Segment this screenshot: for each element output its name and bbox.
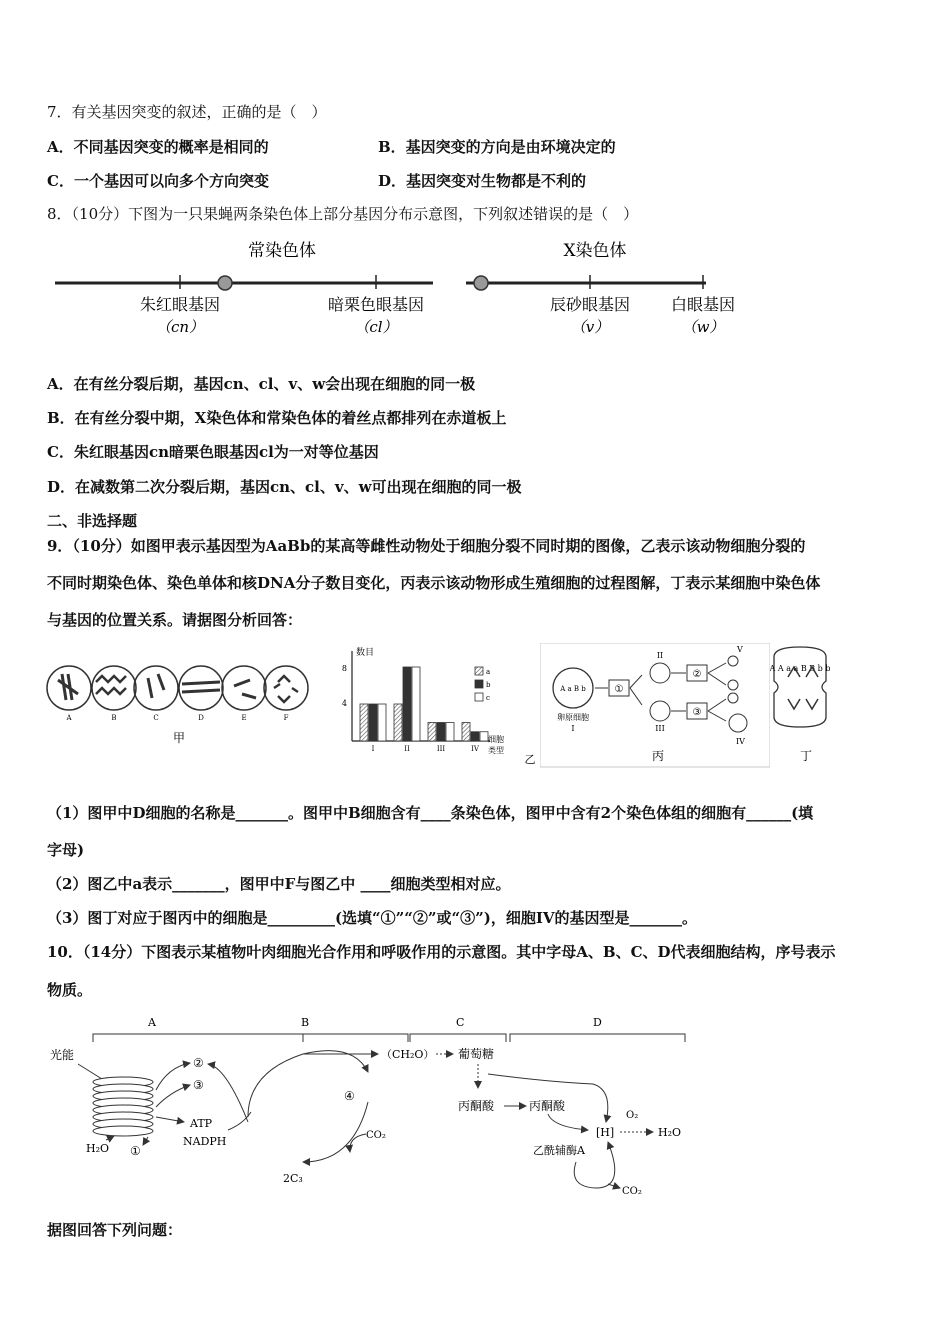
bar-b-IV (471, 732, 479, 741)
gene-w-label: 白眼基因 (670, 295, 736, 314)
cell-b (92, 666, 136, 710)
label-a: A (148, 1016, 156, 1029)
cell-iii (650, 701, 670, 721)
acetyl-coa-label: 乙酰辅酶A (533, 1144, 585, 1157)
cell-iii-label: III (655, 724, 665, 733)
yi-category-I: I (371, 745, 375, 753)
q7-stem: 7．有关基因突变的叙述，正确的是（ ） (47, 103, 327, 121)
cell-f (264, 666, 308, 710)
cell-label-f: F (283, 714, 289, 722)
q10-stem-line1: 10．（14分）下图表示某植物叶肉细胞光合作用和呼吸作用的示意图。其中字母A、B、C、D代表细胞结构，序号表示 (47, 943, 836, 961)
oogonium-genes: A a B b (560, 685, 586, 693)
q7-option-d[interactable]: D．基因突变对生物都是不利的 (378, 172, 587, 190)
pyruvate-1-label: 丙酮酸 (458, 1099, 495, 1113)
bar-a-III (428, 723, 436, 742)
q10-photosynthesis-figure (48, 1012, 698, 1202)
bracket-d (510, 1034, 685, 1042)
process-3: ③ (692, 707, 702, 718)
q10-stem-line2: 物质。 (47, 981, 93, 999)
bracket-a (93, 1034, 303, 1042)
closing-line: 据图回答下列问题： (47, 1221, 183, 1239)
cell-ii (650, 663, 670, 683)
cell-v-label: V (737, 645, 743, 654)
q8-stem: 8．（10分）下图为一只果蝇两条染色体上部分基因分布示意图，下列叙述错误的是（ ） (47, 205, 639, 223)
bracket-b (303, 1034, 408, 1042)
calvin-cycle-arc-top (248, 1051, 368, 1117)
o2-label: O₂ (626, 1110, 639, 1121)
q9-part2: （2）图乙中a表示_______，图甲中F与图乙中 ____细胞类型相对应。 (47, 875, 511, 893)
yi-ylabel: 数目 (356, 648, 375, 658)
c3-label: 2C₃ (283, 1172, 303, 1185)
legend-label-c: c (486, 694, 490, 702)
cell-label-a: A (66, 714, 72, 722)
cell-ii-label: II (656, 651, 664, 660)
cell-label-d: D (198, 714, 204, 722)
q9-stem-line2: 不同时期染色体、染色单体和核DNA分子数目变化，丙表示该动物形成生殖细胞的过程图解，丁表示某细胞中染色体 (47, 574, 821, 592)
bracket-c (410, 1034, 506, 1042)
figure-jia-label: 甲 (172, 731, 186, 745)
gene-cn-symbol: （cn） (155, 318, 205, 336)
cell-iv (729, 714, 747, 732)
bar-c-IV (480, 732, 488, 741)
cell-label-c: C (153, 714, 159, 722)
co2-in-label: CO₂ (366, 1130, 386, 1141)
yi-xlabel-2: 类型 (488, 746, 504, 755)
figure-yi-label: 乙 (524, 753, 536, 766)
label-d: D (593, 1016, 602, 1029)
legend-swatch-b (475, 680, 483, 688)
cell-label-e: E (241, 714, 247, 722)
figure-jia (44, 660, 314, 750)
yi-category-IV: IV (471, 745, 479, 753)
figure-bing (540, 643, 770, 768)
gene-cl-label: 暗栗色眼基因 (327, 295, 425, 314)
ding-genes-top: A A a a B B b b (770, 664, 830, 673)
process-1: ① (614, 684, 624, 695)
q9-part3: （3）图丁对应于图丙中的细胞是_________(选填“①”“②”或“③”)，细胞IV的基因型是_______。 (47, 909, 698, 927)
legend-swatch-c (475, 693, 483, 701)
cell-e (222, 666, 266, 710)
x-centromere (474, 276, 488, 290)
thylakoid-stack (93, 1077, 153, 1136)
substance-2: ② (193, 1056, 204, 1070)
pyruvate-2-label: 丙酮酸 (529, 1099, 566, 1113)
yi-xlabel-1: 细胞 (488, 735, 504, 744)
q8-option-a[interactable]: A．在有丝分裂后期，基因cn、cl、v、w会出现在细胞的同一极 (47, 375, 476, 393)
substance-3: ③ (193, 1078, 204, 1092)
q7-option-b[interactable]: B．基因突变的方向是由环境决定的 (378, 138, 616, 156)
label-c: C (456, 1016, 465, 1029)
autosome-centromere (218, 276, 232, 290)
legend-label-b: b (486, 681, 491, 689)
light-energy-label: 光能 (50, 1048, 75, 1062)
cell-a (47, 666, 91, 710)
glucose-label: 葡萄糖 (458, 1047, 495, 1061)
cell-iv-label: IV (736, 737, 745, 746)
water-out-label: H₂O (658, 1126, 682, 1139)
water-in-label: H₂O (86, 1142, 110, 1155)
cell-i-label: I (571, 724, 575, 733)
nadph-label: NADPH (183, 1135, 227, 1148)
legend-label-a: a (486, 668, 491, 676)
figure-bing-label: 丙 (651, 749, 665, 763)
label-b: B (301, 1016, 310, 1029)
bar-b-I (369, 704, 377, 741)
q8-option-d[interactable]: D．在减数第二次分裂后期，基因cn、cl、v、w可出现在细胞的同一极 (47, 478, 522, 496)
yi-ytick-4: 4 (341, 699, 347, 708)
q8-chromosome-figure (50, 235, 750, 345)
cell-d (179, 666, 223, 710)
q9-stem-line1: 9．（10分）如图甲表示基因型为AaBb的某高等雌性动物处于细胞分裂不同时期的图像，乙表示该动物细胞分裂的 (47, 537, 806, 555)
q7-option-c[interactable]: C．一个基因可以向多个方向突变 (47, 172, 269, 190)
bar-a-II (394, 704, 402, 741)
yi-category-III: III (436, 745, 446, 753)
figure-ding-label: 丁 (799, 749, 813, 763)
gene-cn-label: 朱红眼基因 (139, 295, 221, 314)
bar-a-I (360, 704, 368, 741)
gene-v-label: 辰砂眼基因 (549, 295, 631, 314)
substance-1: ① (130, 1144, 141, 1158)
cell-c (134, 666, 178, 710)
gene-w-symbol: （w） (681, 318, 725, 336)
bar-b-III (437, 723, 445, 742)
oogonium-label: 卵原细胞 (557, 713, 589, 722)
figure-ding (770, 643, 830, 768)
q8-option-c[interactable]: C．朱红眼基因cn暗栗色眼基因cl为一对等位基因 (47, 443, 379, 461)
bar-c-III (446, 723, 454, 742)
process-2: ② (692, 669, 702, 680)
bar-a-IV (462, 723, 470, 742)
x-chromosome-title: X染色体 (563, 241, 627, 261)
autosome-title: 常染色体 (248, 241, 316, 261)
ding-cell (774, 647, 826, 727)
section-title: 二、非选择题 (47, 512, 138, 530)
substance-4: ④ (344, 1089, 355, 1103)
co2-out-label: CO₂ (622, 1186, 642, 1197)
legend-swatch-a (475, 667, 483, 675)
gene-cl-symbol: （cl） (354, 318, 398, 336)
h-label: [H] (596, 1126, 615, 1139)
q7-option-a[interactable]: A．不同基因突变的概率是相同的 (47, 138, 269, 156)
yi-ytick-8: 8 (341, 664, 347, 673)
q9-part1: （1）图甲中D细胞的名称是_______。图甲中B细胞含有____条染色体，图甲中含有2个染色体组的细胞有______(填 (47, 804, 814, 822)
cell-label-b: B (111, 714, 117, 722)
calvin-cycle-arc-bottom (303, 1102, 368, 1162)
yi-category-II: II (404, 745, 410, 753)
gene-v-symbol: （v） (570, 318, 610, 336)
bar-c-I (378, 704, 386, 741)
atp-label: ATP (190, 1117, 213, 1130)
q9-stem-line3: 与基因的位置关系。请据图分析回答： (47, 611, 303, 629)
figure-yi-chart (340, 643, 540, 768)
q9-part1-cont: 字母) (47, 841, 85, 859)
q8-option-b[interactable]: B．在有丝分裂中期，X染色体和常染色体的着丝点都排列在赤道板上 (47, 409, 507, 427)
ch2o-label: （CH₂O） (381, 1048, 435, 1061)
bar-c-II (412, 667, 420, 741)
bar-b-II (403, 667, 411, 741)
